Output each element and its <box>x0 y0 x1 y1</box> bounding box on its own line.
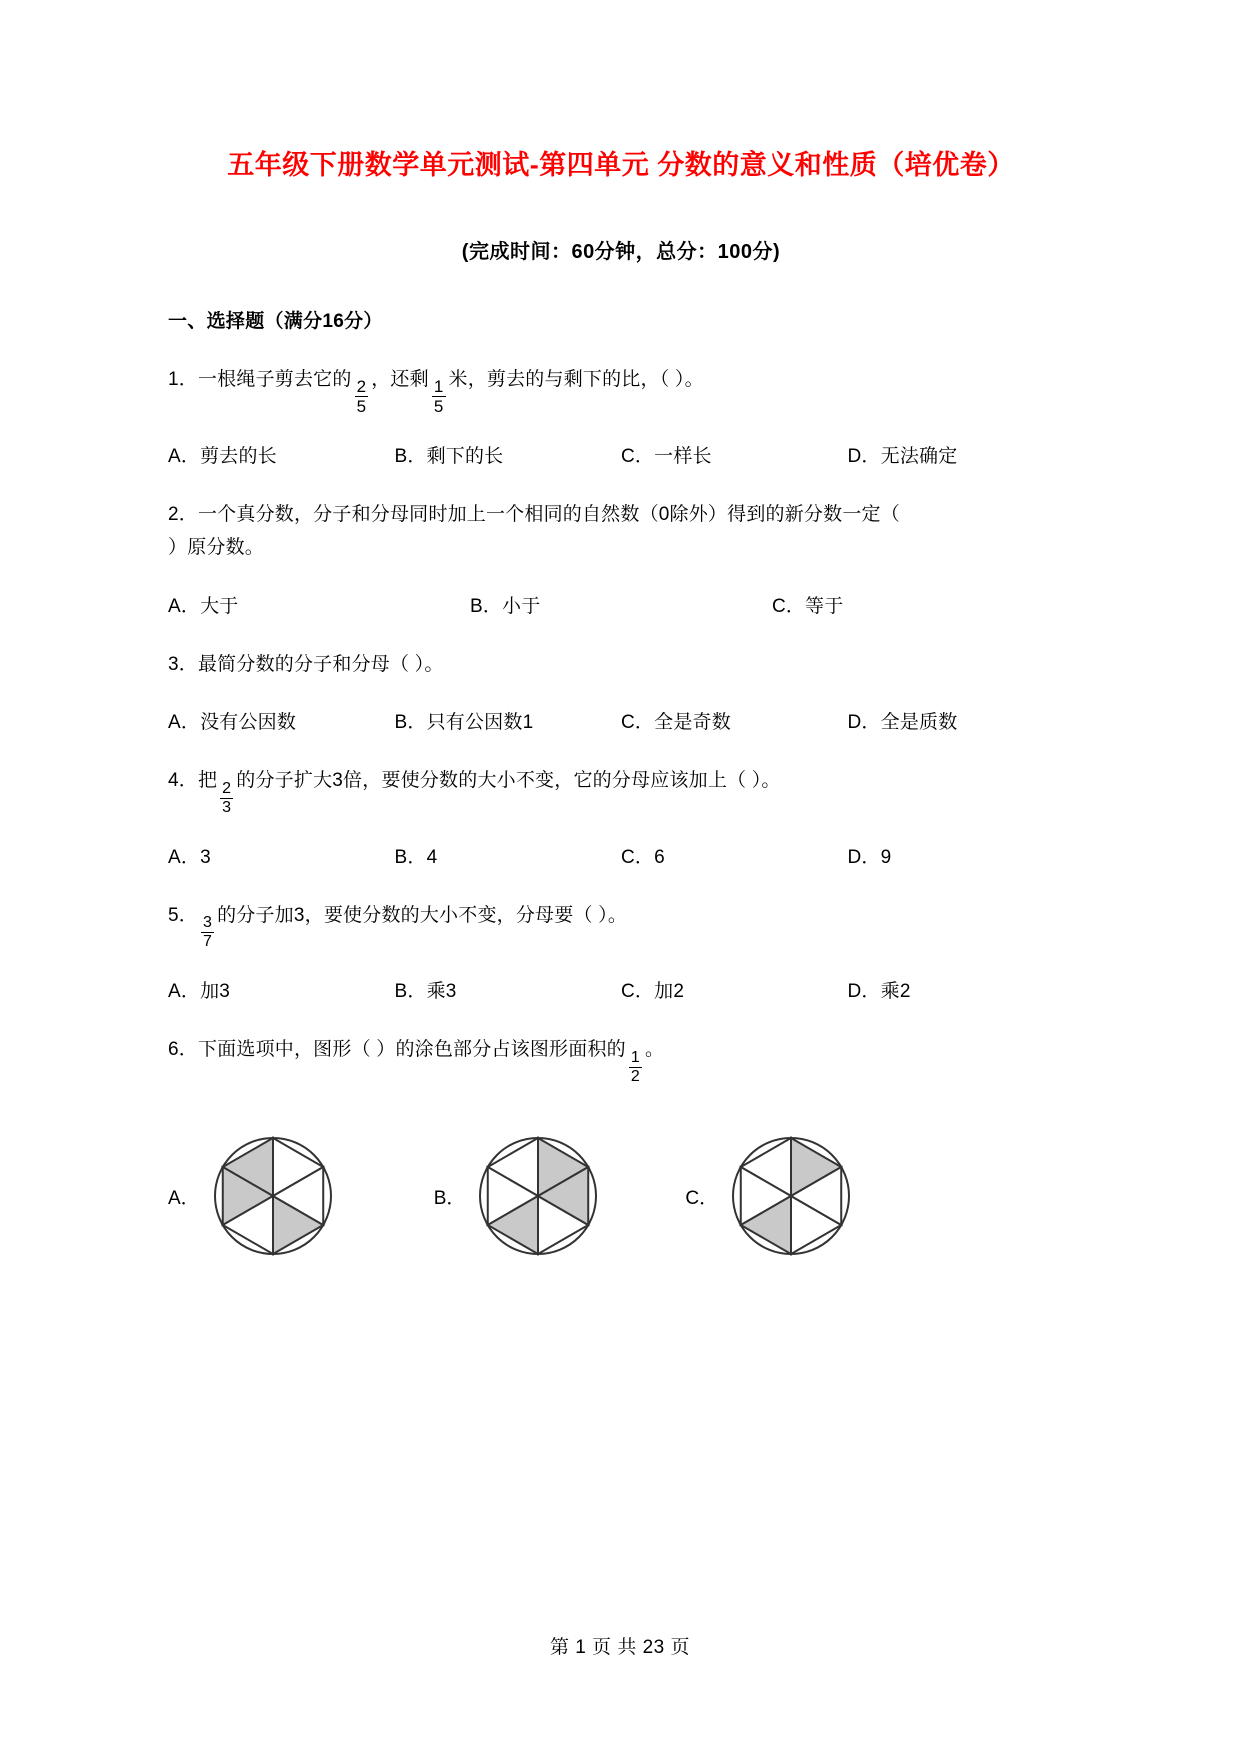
question-4-option-b[interactable]: B．4 <box>394 846 438 868</box>
question-3-options <box>168 707 1074 734</box>
question-2-option-b[interactable]: B．小于 <box>469 595 541 617</box>
question-6-stem <box>168 1033 1074 1085</box>
question-6-figure-a[interactable] <box>168 1131 338 1261</box>
question-4-text-b: 的分子扩大3倍，要使分数的大小不变，它的分母应该加上（ ）。 <box>236 769 781 791</box>
fraction-3-over-7: $\frac{3}{7}$ <box>202 914 213 951</box>
question-1-text-b: ，还剩 <box>371 369 429 391</box>
question-5-option-b[interactable]: B．乘3 <box>394 981 457 1003</box>
question-2-text: 一个真分数，分子和分母同时加上一个相同的自然数（0除外）得到的新分数一定（ <box>197 504 900 526</box>
question-5-options <box>168 976 1074 1003</box>
question-6 <box>168 1033 1074 1085</box>
question-4-text-a: 把 <box>197 769 218 791</box>
question-4 <box>168 764 1074 816</box>
question-5-number: 5． <box>168 904 198 926</box>
section-heading-choice: 一、选择题（满分16分） <box>168 311 383 333</box>
question-1-option-b[interactable]: B．剩下的长 <box>394 446 504 468</box>
question-1 <box>168 363 1074 415</box>
question-5-stem <box>168 899 1074 951</box>
question-4-option-a[interactable]: A．3 <box>168 846 211 868</box>
question-1-text-a: 一根绳子剪去它的 <box>197 369 352 391</box>
question-3-stem <box>168 648 1074 681</box>
hexagon-circle-figure-b-icon <box>473 1131 603 1261</box>
page-content <box>168 0 1074 1261</box>
question-2-option-a[interactable]: A．大于 <box>168 595 239 617</box>
question-3-option-b[interactable]: B．只有公因数1 <box>394 711 534 733</box>
question-3-text: 最简分数的分子和分母（ ）。 <box>197 653 444 675</box>
question-5-option-a[interactable]: A．加3 <box>168 981 231 1003</box>
page-title: 五年级下册数学单元测试-第四单元 分数的意义和性质（培优卷） <box>227 150 1015 180</box>
question-6-figure-c[interactable] <box>685 1131 856 1261</box>
question-1-option-d[interactable]: D．无法确定 <box>847 446 958 468</box>
question-1-options <box>168 441 1074 468</box>
hexagon-circle-figure-a-icon <box>208 1131 338 1261</box>
question-1-option-a[interactable]: A．剪去的长 <box>168 446 277 468</box>
question-3-number: 3． <box>168 653 198 675</box>
hexagon-circle-figure-c-icon <box>726 1131 856 1261</box>
question-6-figure-c-label: C． <box>685 1187 719 1209</box>
question-6-text-b: 。 <box>644 1039 665 1061</box>
question-5-text: 的分子加3，要使分数的大小不变，分母要（ ）。 <box>217 904 628 926</box>
question-2-stem <box>168 498 1074 531</box>
question-3-option-d[interactable]: D．全是质数 <box>847 711 958 733</box>
question-1-option-c[interactable]: C．一样长 <box>621 446 712 468</box>
page-footer: 第 1 页 共 23 页 <box>549 1637 691 1658</box>
question-1-stem <box>168 363 1074 415</box>
exam-info-subtitle: (完成时间：60分钟，总分：100分) <box>461 241 781 264</box>
question-2 <box>168 498 1074 565</box>
question-6-figure-b[interactable] <box>434 1131 604 1261</box>
question-1-number: 1． <box>168 369 198 391</box>
fraction-2-over-5: $\frac{2}{5}$ <box>356 377 367 417</box>
question-4-number: 4． <box>168 769 198 791</box>
fraction-2-over-3: $\frac{2}{3}$ <box>222 779 232 816</box>
question-3-option-c[interactable]: C．全是奇数 <box>621 711 731 733</box>
question-3-option-a[interactable]: A．没有公因数 <box>168 711 297 733</box>
fraction-1-over-2: $\frac{1}{2}$ <box>630 1049 640 1086</box>
question-4-options <box>168 842 1074 869</box>
question-2-number: 2． <box>168 504 198 526</box>
question-4-stem <box>168 764 1074 816</box>
question-6-text-a: 下面选项中，图形（ ）的涂色部分占该图形面积的 <box>197 1039 626 1061</box>
question-6-figures <box>168 1131 1074 1261</box>
question-5-option-c[interactable]: C．加2 <box>621 981 685 1003</box>
question-2-option-c[interactable]: C．等于 <box>771 595 844 617</box>
question-6-figure-a-label: A． <box>168 1187 200 1209</box>
question-6-number: 6． <box>168 1039 198 1061</box>
question-5-option-d[interactable]: D．乘2 <box>847 981 911 1003</box>
question-1-text-c: 米，剪去的与剩下的比，（ ）。 <box>448 369 704 391</box>
question-2-stem-line2: ）原分数。 <box>168 537 265 559</box>
question-4-option-c[interactable]: C．6 <box>621 846 665 868</box>
question-3 <box>168 648 1074 681</box>
fraction-1-over-5: $\frac{1}{5}$ <box>433 377 444 417</box>
question-4-option-d[interactable]: D．9 <box>847 846 892 868</box>
question-5 <box>168 899 1074 951</box>
question-2-options <box>168 591 1074 618</box>
question-6-figure-b-label: B． <box>433 1187 466 1209</box>
